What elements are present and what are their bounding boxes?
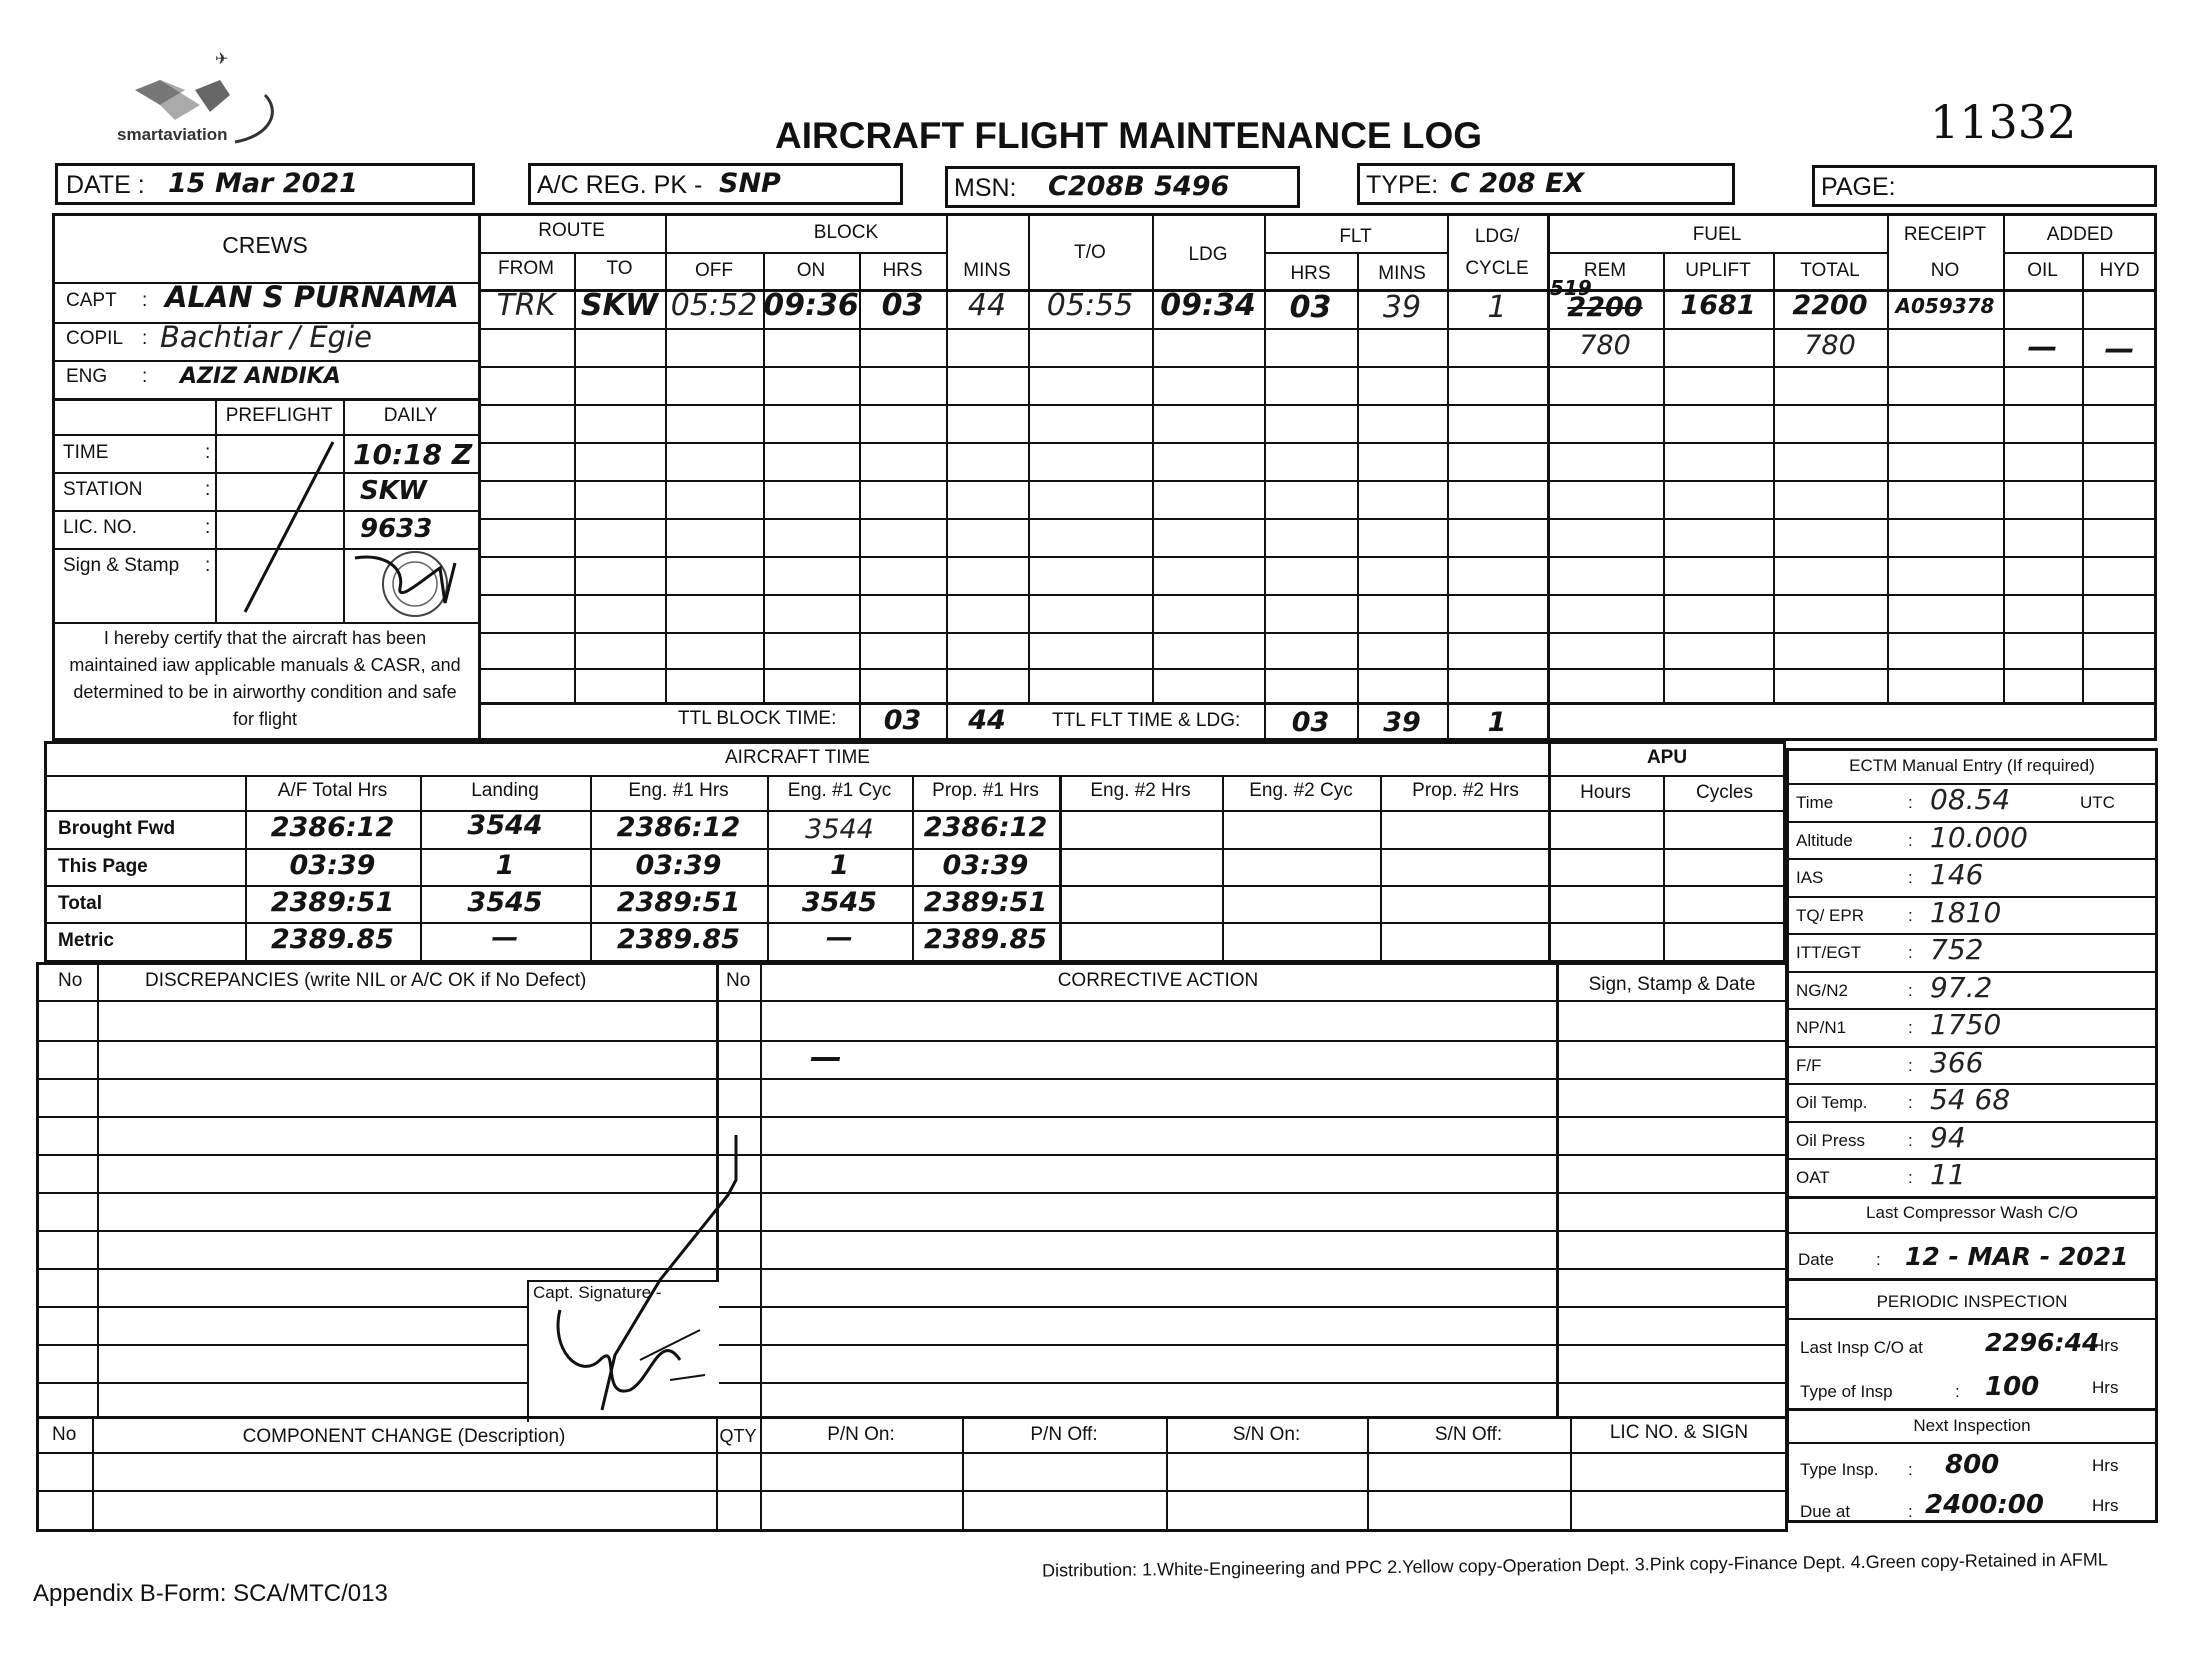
logo [115, 50, 285, 150]
ttl-block-label: TTL BLOCK TIME: [678, 708, 837, 729]
tp-eng1-hrs: 03:39 [635, 850, 722, 881]
eng-value: AZIZ ANDIKA [180, 364, 341, 389]
certify-line-1: I hereby certify that the aircraft has been [103, 628, 427, 648]
apu-hours: Hours [1580, 782, 1631, 803]
aircraft-time-heading: AIRCRAFT TIME [725, 747, 870, 768]
col-eng1-hrs: Eng. #1 Hrs [628, 780, 729, 801]
eng-colon: : [142, 366, 148, 387]
lic-colon: : [205, 517, 211, 538]
logo-brand: smartaviation [117, 125, 228, 144]
last-insp-label: Last Insp C/O at [1800, 1338, 1923, 1357]
met-eng1-hrs: 2389.85 [617, 924, 740, 955]
date-label: DATE : [66, 171, 145, 199]
ectm-value: 54 68 [1930, 1083, 2011, 1116]
ectm-value: 10.000 [1930, 820, 2028, 854]
ttl-flt-label: TTL FLT TIME & LDG: [1052, 710, 1241, 731]
copil-label: COPIL [66, 328, 124, 349]
type-insp-unit: Hrs [2092, 1378, 2119, 1397]
ectm-colon: : [1908, 793, 1913, 812]
bf-landing: 3544 [467, 810, 543, 841]
type-insp-colon: : [1955, 1382, 1960, 1401]
ectm-label: Oil Temp. [1796, 1093, 1868, 1112]
preflight-strike [215, 434, 343, 622]
hrs-header: HRS [882, 260, 923, 281]
to-time-header: T/O [1074, 242, 1106, 263]
time-daily: 10:18 Z [353, 438, 473, 471]
flight-to: SKW [580, 288, 659, 323]
added-hyd: — [2104, 332, 2135, 367]
bf-prop1-hrs: 2386:12 [923, 812, 1048, 843]
lic-label: LIC. NO. [63, 517, 137, 538]
ttl-flt-hrs: 03 [1291, 707, 1330, 738]
capt-signature-label: Capt. Signature - [533, 1283, 662, 1302]
tot-landing: 3545 [467, 887, 543, 918]
from-header: FROM [498, 258, 554, 279]
msn-value: C208B 5496 [1048, 171, 1230, 202]
tot-eng1-cyc: 3545 [801, 887, 878, 918]
page-box[interactable] [1812, 165, 2157, 207]
ectm-label: IAS [1796, 868, 1824, 887]
daily-label: DAILY [383, 405, 438, 426]
fuel-total-2: 780 [1804, 330, 1856, 361]
time-label: TIME [63, 442, 109, 463]
periodic-heading: PERIODIC INSPECTION [1876, 1292, 2068, 1311]
distribution-text: Distribution: 1.White-Engineering and PPC 2.Yellow copy-Operation Dept. 3.Pink copy-Finance Dept. 4.Green copy-Retained in AFML [1041, 1549, 2108, 1581]
row-this-page-label: This Page [58, 856, 148, 877]
fuel-rem-2: 780 [1579, 330, 1631, 361]
ttl-ldg: 1 [1487, 707, 1507, 738]
time-colon: : [205, 442, 211, 463]
sign-colon: : [205, 555, 211, 576]
msn-label: MSN: [954, 174, 1017, 202]
tp-landing: 1 [495, 850, 515, 881]
bf-eng1-cyc: 3544 [805, 814, 874, 845]
next-type-unit: Hrs [2092, 1456, 2119, 1475]
flight-flt-mins: 39 [1382, 290, 1422, 325]
col-eng2-hrs: Eng. #2 Hrs [1090, 780, 1191, 801]
uplift-header: UPLIFT [1685, 260, 1751, 281]
comp-sn-on-header: S/N On: [1232, 1424, 1301, 1445]
certify-line-3: determined to be in airworthy condition and safe [73, 682, 457, 702]
flight-block-hrs: 03 [881, 288, 924, 323]
receipt-header-2: NO [1930, 260, 1960, 281]
certify-text [52, 625, 478, 733]
type-insp-value: 100 [1985, 1372, 2040, 1402]
hyd-header: HYD [2099, 260, 2140, 281]
ectm-colon: : [1908, 830, 1913, 850]
ectm-label: Time [1796, 793, 1834, 812]
next-heading: Next Inspection [1913, 1416, 2031, 1435]
ectm-value: 11 [1930, 1158, 1966, 1191]
copil-colon: : [142, 328, 148, 349]
tp-eng1-cyc: 1 [830, 850, 849, 881]
last-insp-value: 2296:44 [1985, 1328, 2100, 1357]
flight-block-mins: 44 [967, 288, 1007, 323]
block-header: BLOCK [813, 222, 879, 243]
daily-stamp-signature [345, 548, 475, 622]
certify-line-2: maintained iaw applicable manuals & CASR, and [69, 655, 461, 675]
lic-daily: 9633 [360, 514, 433, 544]
col-eng2-cyc: Eng. #2 Cyc [1249, 780, 1353, 801]
next-type-colon: : [1908, 1460, 1913, 1479]
ectm-heading: ECTM Manual Entry (If required) [1849, 756, 2095, 775]
ectm-value: 1750 [1930, 1008, 2002, 1041]
ectm-value: 752 [1930, 933, 1984, 966]
bf-af-total: 2386:12 [270, 812, 395, 843]
type-box[interactable] [1357, 163, 1735, 205]
ectm-label: NG/N2 [1796, 980, 1848, 1000]
compressor-heading: Last Compressor Wash C/O [1866, 1203, 2078, 1222]
comp-pn-off-header: P/N Off: [1030, 1424, 1098, 1445]
tot-prop1-hrs: 2389:51 [923, 887, 1048, 918]
met-prop1-hrs: 2389.85 [924, 924, 1047, 955]
flt-hrs-header: HRS [1290, 263, 1331, 284]
ectm-colon: : [1908, 1018, 1913, 1037]
row-brought-fwd-label: Brought Fwd [58, 818, 176, 839]
flight-flt-hrs: 03 [1289, 290, 1332, 325]
date-box[interactable] [55, 163, 475, 205]
row-total-label: Total [58, 893, 102, 914]
comp-qty-header: QTY [719, 1426, 757, 1446]
acreg-label: A/C REG. PK - [537, 171, 703, 199]
fuel-total: 2200 [1792, 290, 1868, 321]
due-value: 2400:00 [1925, 1490, 2044, 1520]
ectm-label: OAT [1796, 1168, 1830, 1187]
ectm-unit: UTC [2080, 793, 2115, 812]
ectm-label: ITT/EGT [1796, 943, 1862, 962]
compressor-date-label: Date [1798, 1250, 1834, 1269]
comp-desc-header: COMPONENT CHANGE (Description) [242, 1426, 566, 1447]
ectm-label: NP/N1 [1796, 1018, 1847, 1037]
flt-header: FLT [1339, 226, 1372, 247]
ectm-colon: : [1908, 1168, 1913, 1187]
certify-line-4: for flight [232, 709, 298, 729]
capt-value: ALAN S PURNAMA [165, 280, 459, 314]
due-colon: : [1908, 1502, 1913, 1521]
compressor-date: 12 - MAR - 2021 [1905, 1242, 2129, 1271]
flight-from: TRK [496, 288, 556, 323]
ttl-block-mins: 44 [968, 705, 1006, 736]
corrective-dash: — [810, 1038, 842, 1076]
next-type-value: 800 [1945, 1450, 2000, 1480]
disc-no-header: No [58, 970, 83, 991]
col-prop1-hrs: Prop. #1 Hrs [932, 780, 1039, 801]
discrepancies-table [36, 962, 1788, 1419]
receipt-no: A059378 [1895, 294, 1995, 318]
acreg-box[interactable] [528, 163, 903, 205]
ectm-label: F/F [1796, 1055, 1822, 1075]
ectm-label: TQ/ EPR [1796, 905, 1865, 925]
comp-pn-on-header: P/N On: [827, 1424, 895, 1445]
tp-af-total: 03:39 [289, 850, 376, 881]
page-title: AIRCRAFT FLIGHT MAINTENANCE LOG [775, 115, 1483, 156]
msn-box[interactable] [945, 166, 1300, 208]
due-label: Due at [1800, 1502, 1851, 1521]
preflight-label: PREFLIGHT [225, 405, 333, 426]
fuel-rem: 2200 [1567, 292, 1643, 323]
bf-eng1-hrs: 2386:12 [616, 812, 741, 843]
ectm-colon: : [1908, 1055, 1913, 1075]
apu-cycles: Cycles [1695, 782, 1753, 803]
row-metric-label: Metric [58, 930, 114, 951]
crews-heading: CREWS [222, 232, 308, 258]
rem-header: REM [1583, 260, 1627, 281]
corrective-heading: CORRECTIVE ACTION [1057, 970, 1259, 991]
acreg-value: SNP [719, 168, 781, 199]
ectm-colon: : [1908, 905, 1913, 925]
capt-signature-icon [540, 1130, 740, 1420]
tot-af-total: 2389:51 [270, 887, 395, 918]
receipt-header-1: RECEIPT [1903, 224, 1987, 245]
ectm-colon: : [1908, 868, 1913, 887]
last-insp-unit: Hrs [2092, 1336, 2119, 1355]
compressor-colon: : [1876, 1250, 1881, 1269]
col-prop2-hrs: Prop. #2 Hrs [1412, 780, 1519, 801]
ectm-value: 1810 [1930, 895, 2002, 929]
fuel-uplift: 1681 [1680, 290, 1756, 321]
sign-stamp-date: Sign, Stamp & Date [1588, 974, 1756, 995]
mins-header: MINS [963, 260, 1011, 281]
flight-landing: 09:34 [1160, 288, 1256, 323]
ectm-colon: : [1908, 1130, 1913, 1150]
ldg-cycle-header-1: LDG/ [1474, 226, 1520, 247]
serial-number: 11332 [1930, 95, 2077, 149]
flt-mins-header: MINS [1378, 263, 1426, 284]
corr-no-header: No [726, 970, 751, 991]
ectm-value: 146 [1930, 858, 1984, 891]
on-header: ON [796, 260, 826, 281]
ttl-block-hrs: 03 [883, 705, 922, 736]
ectm-colon: : [1908, 1093, 1913, 1112]
appendix-text: Appendix B-Form: SCA/MTC/013 [33, 1580, 388, 1607]
type-value: C 208 EX [1450, 168, 1585, 199]
sign-label: Sign & Stamp [63, 555, 180, 576]
ttl-flt-mins: 39 [1383, 707, 1421, 738]
apu-heading: APU [1646, 747, 1688, 768]
total-header: TOTAL [1800, 260, 1860, 281]
due-unit: Hrs [2092, 1496, 2119, 1515]
flight-cycle: 1 [1487, 290, 1507, 325]
ectm-label: Oil Press [1796, 1130, 1865, 1150]
col-af-total: A/F Total Hrs [277, 780, 388, 801]
flight-takeoff: 05:55 [1046, 288, 1134, 323]
ectm-label: Altitude [1796, 830, 1853, 850]
met-eng1-cyc: — [826, 922, 853, 953]
col-eng1-cyc: Eng. #1 Cyc [787, 780, 892, 801]
flight-off: 05:52 [670, 288, 758, 323]
comp-sn-off-header: S/N Off: [1434, 1424, 1503, 1445]
station-label: STATION [63, 479, 143, 500]
date-value: 15 Mar 2021 [168, 168, 358, 199]
oil-header: OIL [2027, 260, 2058, 281]
tp-prop1-hrs: 03:39 [942, 850, 1029, 881]
added-oil: — [2027, 330, 2058, 365]
flight-on: 09:36 [763, 288, 859, 323]
fuel-header: FUEL [1692, 224, 1742, 245]
ectm-colon: : [1908, 943, 1913, 962]
met-af-total: 2389.85 [271, 924, 394, 955]
copil-value: Bachtiar / Egie [160, 320, 372, 354]
type-insp-label: Type of Insp [1800, 1382, 1893, 1401]
station-daily: SKW [360, 476, 427, 506]
route-header: ROUTE [538, 220, 605, 241]
svg-text:✈: ✈ [215, 51, 229, 68]
comp-no-header: No [52, 1424, 77, 1445]
met-landing: — [491, 922, 519, 953]
ectm-value: 94 [1930, 1120, 1966, 1154]
fuel-rem-top: 519 [1550, 276, 1592, 300]
comp-lic-header: LIC NO. & SIGN [1609, 1422, 1749, 1443]
type-label: TYPE: [1366, 171, 1439, 199]
ectm-value: 366 [1930, 1045, 1984, 1079]
eng-label: ENG [66, 366, 108, 387]
disc-heading: DISCREPANCIES (write NIL or A/C OK if No Defect) [145, 970, 587, 991]
capt-label: CAPT [66, 290, 117, 311]
to-header: TO [606, 258, 633, 279]
ldg-cycle-header-2: CYCLE [1465, 258, 1529, 279]
added-header: ADDED [2046, 224, 2114, 245]
tot-eng1-hrs: 2389:51 [616, 887, 741, 918]
next-type-label: Type Insp. [1800, 1460, 1879, 1479]
ectm-value: 97.2 [1930, 970, 1993, 1004]
station-colon: : [205, 479, 211, 500]
page-label: PAGE: [1821, 173, 1896, 201]
ectm-value: 08.54 [1930, 783, 2011, 816]
ldg-header: LDG [1188, 244, 1228, 265]
off-header: OFF [695, 260, 733, 281]
col-landing: Landing [471, 780, 539, 801]
capt-colon: : [142, 290, 148, 311]
ectm-colon: : [1908, 980, 1913, 1000]
